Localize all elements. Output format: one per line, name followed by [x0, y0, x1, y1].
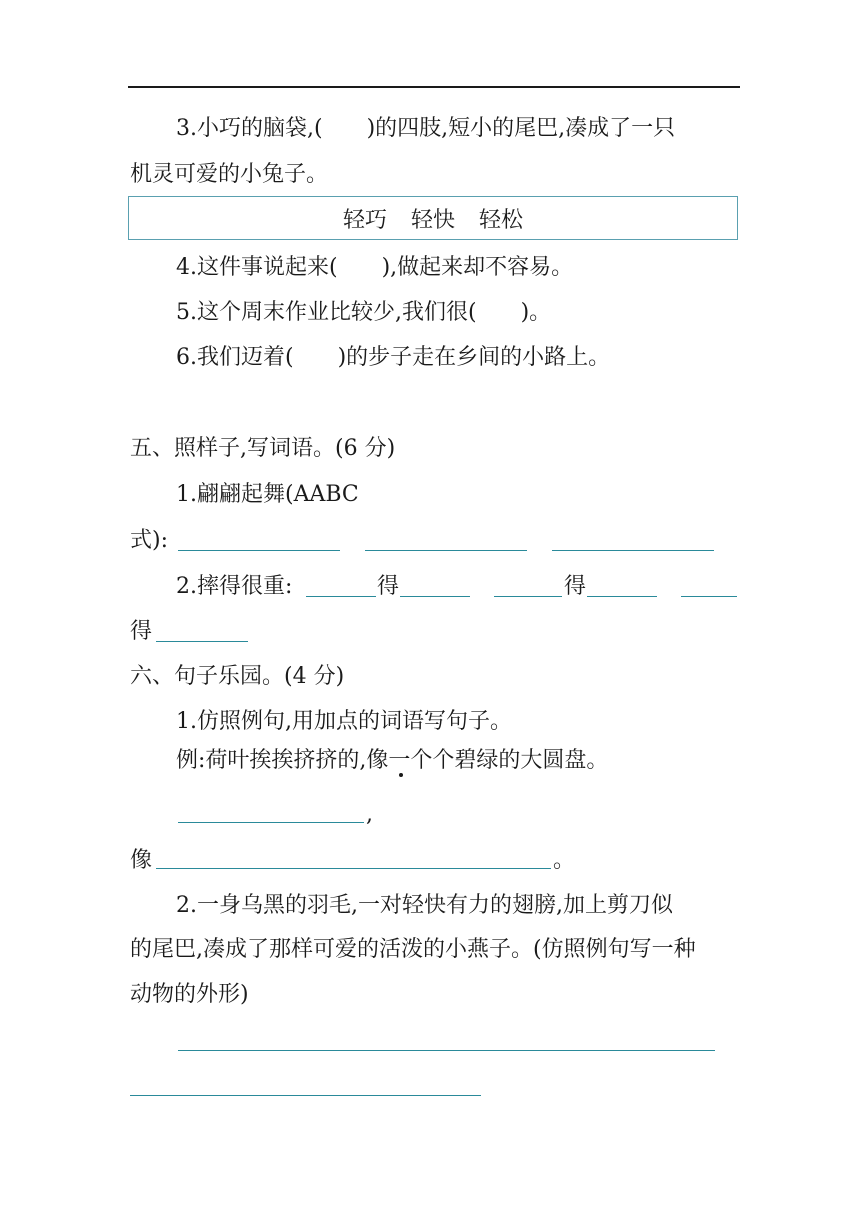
section6-item1-instruction: 1.仿照例句,用加点的词语写句子。 — [176, 709, 512, 734]
de-blank-2b[interactable] — [587, 596, 657, 597]
sentence-blank-1[interactable] — [178, 822, 364, 823]
item3-text-b: )的四肢,短小的尾巴,凑成了一只 — [366, 116, 676, 141]
xiang-char: 像 — [130, 848, 153, 873]
de-char-2: 得 — [564, 574, 587, 599]
sentence-blank-2[interactable] — [156, 868, 551, 869]
sentence-comma: , — [366, 802, 373, 827]
item6-line — [176, 343, 610, 373]
de-blank-3b[interactable] — [156, 641, 248, 642]
de-char-1: 得 — [377, 574, 400, 599]
section5-item2-prefix: 2.摔得很重: — [176, 574, 293, 599]
item4-text-b: ),做起来却不容易。 — [381, 255, 574, 280]
de-blank-1a[interactable] — [306, 596, 376, 597]
item5-line — [176, 298, 551, 328]
de-blank-2a[interactable] — [494, 596, 562, 597]
word-choice-2: 轻快 — [410, 207, 455, 233]
item3-line1 — [176, 114, 675, 144]
word-choice-box — [128, 196, 738, 240]
section6-item1-example: 例:荷叶挨挨挤挤的,像一个个碧绿的大圆盘。 — [176, 748, 609, 773]
top-rule — [128, 86, 740, 88]
sentence-period: 。 — [553, 848, 576, 873]
de-blank-3a[interactable] — [681, 596, 737, 597]
section6-item2-line2: 的尾巴,凑成了那样可爱的活泼的小燕子。(仿照例句写一种 — [130, 937, 696, 962]
section5-item1-line2: 式): — [130, 528, 168, 553]
aabc-blank-1[interactable] — [178, 550, 340, 551]
item6-text-a: 6.我们迈着( — [176, 345, 294, 370]
item6-text-b: )的步子走在乡间的小路上。 — [337, 345, 611, 370]
aabc-blank-2[interactable] — [365, 550, 527, 551]
item5-text-b: )。 — [520, 300, 552, 325]
section5-item1-line1: 1.翩翩起舞(AABC — [176, 482, 359, 507]
de-blank-1b[interactable] — [400, 596, 470, 597]
item4-text-a: 4.这件事说起来( — [176, 255, 338, 280]
writing-blank-2[interactable] — [130, 1095, 481, 1096]
section6-heading: 六、句子乐园。(4 分) — [130, 664, 345, 689]
section5-heading: 五、照样子,写词语。(6 分) — [130, 436, 396, 461]
item3-text-a: 3.小巧的脑袋,( — [176, 116, 323, 141]
item5-text-a: 5.这个周末作业比较少,我们很( — [176, 300, 477, 325]
emphasis-dot — [399, 773, 403, 777]
item4-line — [176, 253, 573, 283]
item3-line2: 机灵可爱的小兔子。 — [130, 162, 329, 187]
aabc-blank-3[interactable] — [552, 550, 714, 551]
writing-blank-1[interactable] — [178, 1050, 715, 1051]
word-choice-3: 轻松 — [479, 207, 524, 233]
section6-item2-line3: 动物的外形) — [130, 982, 249, 1007]
section6-item2-line1: 2.一身乌黑的羽毛,一对轻快有力的翅膀,加上剪刀似 — [176, 893, 673, 918]
de-char-3: 得 — [130, 619, 153, 644]
word-choice-1: 轻巧 — [342, 207, 387, 233]
